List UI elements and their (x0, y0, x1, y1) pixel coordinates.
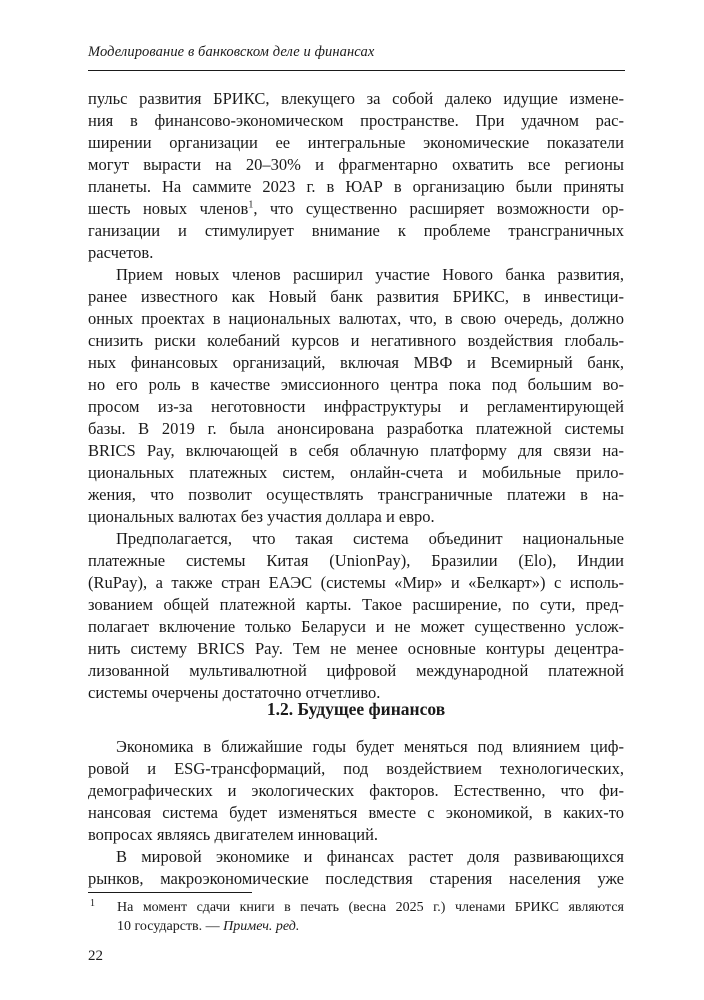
text-line: полагает включение только Беларуси и не может существенно услож- (88, 617, 624, 636)
text-line: планеты. На саммите 2023 г. в ЮАР в организацию были приняты (88, 177, 624, 196)
text-line: зованием общей платежной карты. Такое расширение, по сути, пред- (88, 595, 624, 614)
text-line: расчетов. (88, 243, 154, 262)
text-fragment: , что существенно расширяет возможности ор- (253, 199, 624, 218)
text-fragment: шесть новых членов (88, 199, 249, 218)
footnote-line: На момент сдачи книги в печать (весна 2025 г.) членами БРИКС являются (117, 900, 624, 915)
text-line: ширении организации ее интегральные экономические показатели (88, 133, 624, 152)
footnote-marker: 1 (90, 898, 95, 909)
footnote-line (117, 917, 624, 936)
text-line: платежные системы Китая (UnionPay), Бразилии (Elo), Индии (88, 551, 624, 570)
text-line: ранее известного как Новый банк развития БРИКС, в инвестици- (88, 287, 624, 306)
text-line: ганизации и стимулирует внимание к проблеме трансграничных (88, 221, 624, 240)
text-line: Предполагается, что такая система объединит национальные (116, 529, 624, 548)
text-line: могут вырасти на 20–30% и фрагментарно охватить все регионы (88, 155, 624, 174)
text-line: вопросах являясь двигателем инноваций. (88, 825, 379, 844)
text-line: (RuPay), а также стран ЕАЭС (системы «Мир» и «Белкарт») с исполь- (88, 573, 624, 592)
footnote-reference: 1 (248, 199, 254, 211)
text-line: циональных платежных систем, онлайн-счета и мобильные прило- (88, 463, 624, 482)
text-line: рынков, макроэкономические последствия старения населения уже (88, 869, 624, 888)
header-rule (88, 70, 625, 71)
text-line: Прием новых членов расширил участие Нового банка развития, (116, 265, 624, 284)
text-line: системы очерчены достаточно отчетливо. (88, 683, 381, 702)
text-line-with-footnote (88, 198, 624, 220)
text-line: ровой и ESG-трансформаций, под воздействием технологических, (88, 759, 624, 778)
text-line: базы. В 2019 г. была анонсирована разработка платежной системы (88, 419, 624, 438)
footnote-note-label: Примеч. ред. (223, 919, 300, 934)
text-line: BRICS Pay, включающей в себя облачную платформу для связи на- (88, 441, 624, 460)
text-line: пульс развития БРИКС, влекущего за собой далеко идущие измене- (88, 89, 624, 108)
text-line: ния в финансово-экономическом пространстве. При удачном рас- (88, 111, 624, 130)
text-line: демографических и экологических факторов. Естественно, что фи- (88, 781, 624, 800)
text-line: циональных валютах без участия доллара и евро. (88, 507, 435, 526)
text-line: Экономика в ближайшие годы будет меняться под влиянием циф- (116, 737, 624, 756)
page-number: 22 (88, 948, 103, 964)
section-heading: 1.2. Будущее финансов (266, 699, 446, 719)
footnote-text: 10 государств. — (117, 919, 224, 934)
text-line: но его роль в качестве эмиссионного центра пока под большим во- (88, 375, 624, 394)
text-line: ных финансовых организаций, включая МВФ и Всемирный банк, (88, 353, 624, 372)
text-line: снизить риски колебаний курсов и негативного воздействия глобаль- (88, 331, 624, 350)
text-line: жения, что позволит осуществлять трансграничные платежи в на- (88, 485, 624, 504)
text-line: просом из-за неготовности инфраструктуры и регламентирующей (88, 397, 624, 416)
footnote-rule (88, 892, 252, 893)
text-line: лизованной мультивалютной цифровой международной платежной (88, 661, 624, 680)
text-line: нить систему BRICS Pay. Тем не менее основные контуры децентра- (88, 639, 624, 658)
text-line: нансовая система будет изменяться вместе с экономикой, в каких-то (88, 803, 624, 822)
running-head: Моделирование в банковском деле и финансах (88, 44, 375, 60)
text-line: В мировой экономике и финансах растет доля развивающихся (116, 847, 624, 866)
text-line: онных проектах в национальных валютах, что, в свою очередь, должно (88, 309, 624, 328)
